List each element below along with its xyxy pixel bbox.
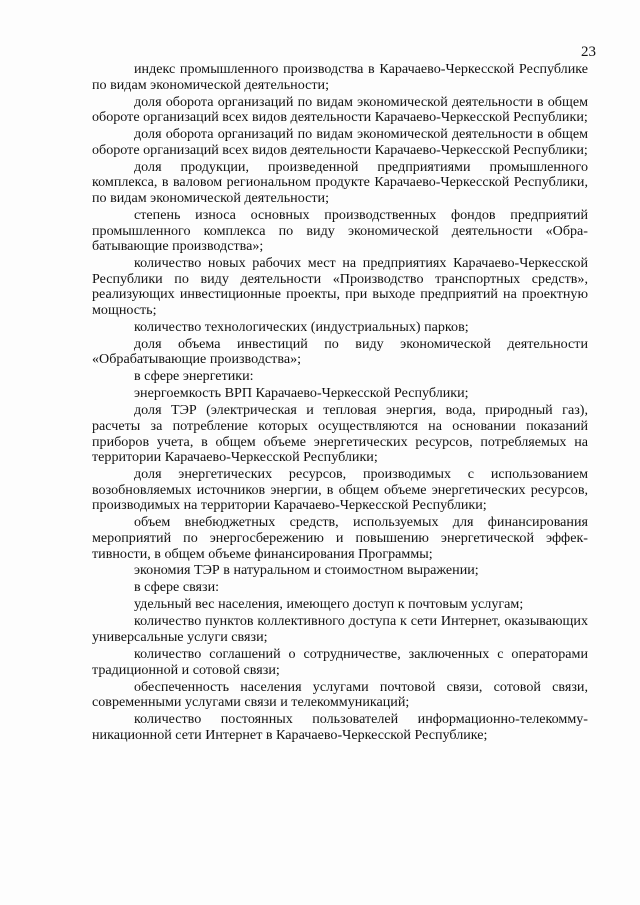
indicator-new-jobs: количество новых рабочих мест на предприятиях Карачаево-Черкесской Республики по виду деятельности «Производство транспортных средств», реализующих инвестиционные проекты, при выходе предприятий на проектную мощность; xyxy=(92,255,588,318)
indicator-industrial-production-index: индекс промышленного производства в Карачаево-Черкесской Республике по видам экономической деятельности; xyxy=(92,61,588,93)
indicator-internet-access-points: количество пунктов коллективного доступа к сети Интернет, оказывающих универсальные услуги связи; xyxy=(92,613,588,646)
indicator-internet-users: количество постоянных пользователей информационно-телекоммуникационной сети Интернет в Карачаево-Черкесской Республике; xyxy=(92,711,588,743)
section-communications-heading: в сфере связи: xyxy=(134,579,220,596)
indicator-production-share-grp: доля продукции, произведенной предприятиями промышленного комплекса, в валовом региональном продукте Карачаево-Черкесской Республики, по видам экономической деятельности; xyxy=(92,158,588,206)
indicator-turnover-share-2: доля оборота организаций по видам экономической деятельности в общем обороте организаций всех видов деятельности Карачаево-Черкесской Республики; xyxy=(92,126,588,158)
indicator-extrabudgetary-funds: объем внебюджетных средств, используемых для финансирования мероприятий по энергосбережению и повышению энергетической эффективности, в общем объеме финансирования Программы; xyxy=(92,514,588,562)
page-number: 23 xyxy=(581,44,596,60)
indicator-renewable-share: доля энергетических ресурсов, производимых с использованием возобновляемых источников энергии, в общем объеме энергетических ресурсов, производимых на территории Карачаево-Черкесской Республики; xyxy=(92,466,588,514)
indicator-turnover-share-1: доля оборота организаций по видам экономической деятельности в общем обороте организаций всех видов деятельности Карачаево-Черкесской Республики; xyxy=(92,93,588,126)
section-energy-heading: в сфере энергетики: xyxy=(134,368,254,385)
indicator-metered-resources-share: доля ТЭР (электрическая и тепловая энергия, вода, природный газ), расчеты за потребление которых осуществляются на основании показаний приборов учета, в общем объеме энергетических ресурсов, потребляемых на территории Карачаево-Черкесской Республики; xyxy=(92,402,588,466)
indicator-service-coverage: обеспеченность населения услугами почтовой связи, сотовой связи, современными услугами связи и телекоммуникаций; xyxy=(92,678,588,711)
document-body xyxy=(92,62,588,745)
indicator-postal-access: удельный вес населения, имеющего доступ к почтовым услугам; xyxy=(134,596,524,613)
indicator-tech-parks: количество технологических (индустриальных) парков; xyxy=(134,318,469,335)
indicator-energy-intensity: энергоемкость ВРП Карачаево-Черкесской Республики; xyxy=(134,385,469,402)
indicator-fixed-assets-wear: степень износа основных производственных фондов предприятий промышленного комплекса по виду экономической деятельности «Обрабатывающие производства»; xyxy=(92,206,588,255)
indicator-investment-share: доля объема инвестиций по виду экономической деятельности «Обрабатывающие производства»; xyxy=(92,335,588,368)
indicator-cooperation-agreements: количество соглашений о сотрудничестве, заключенных с операторами традиционной и сотовой связи; xyxy=(92,646,588,678)
indicator-fuel-savings: экономия ТЭР в натуральном и стоимостном выражении; xyxy=(134,562,479,579)
